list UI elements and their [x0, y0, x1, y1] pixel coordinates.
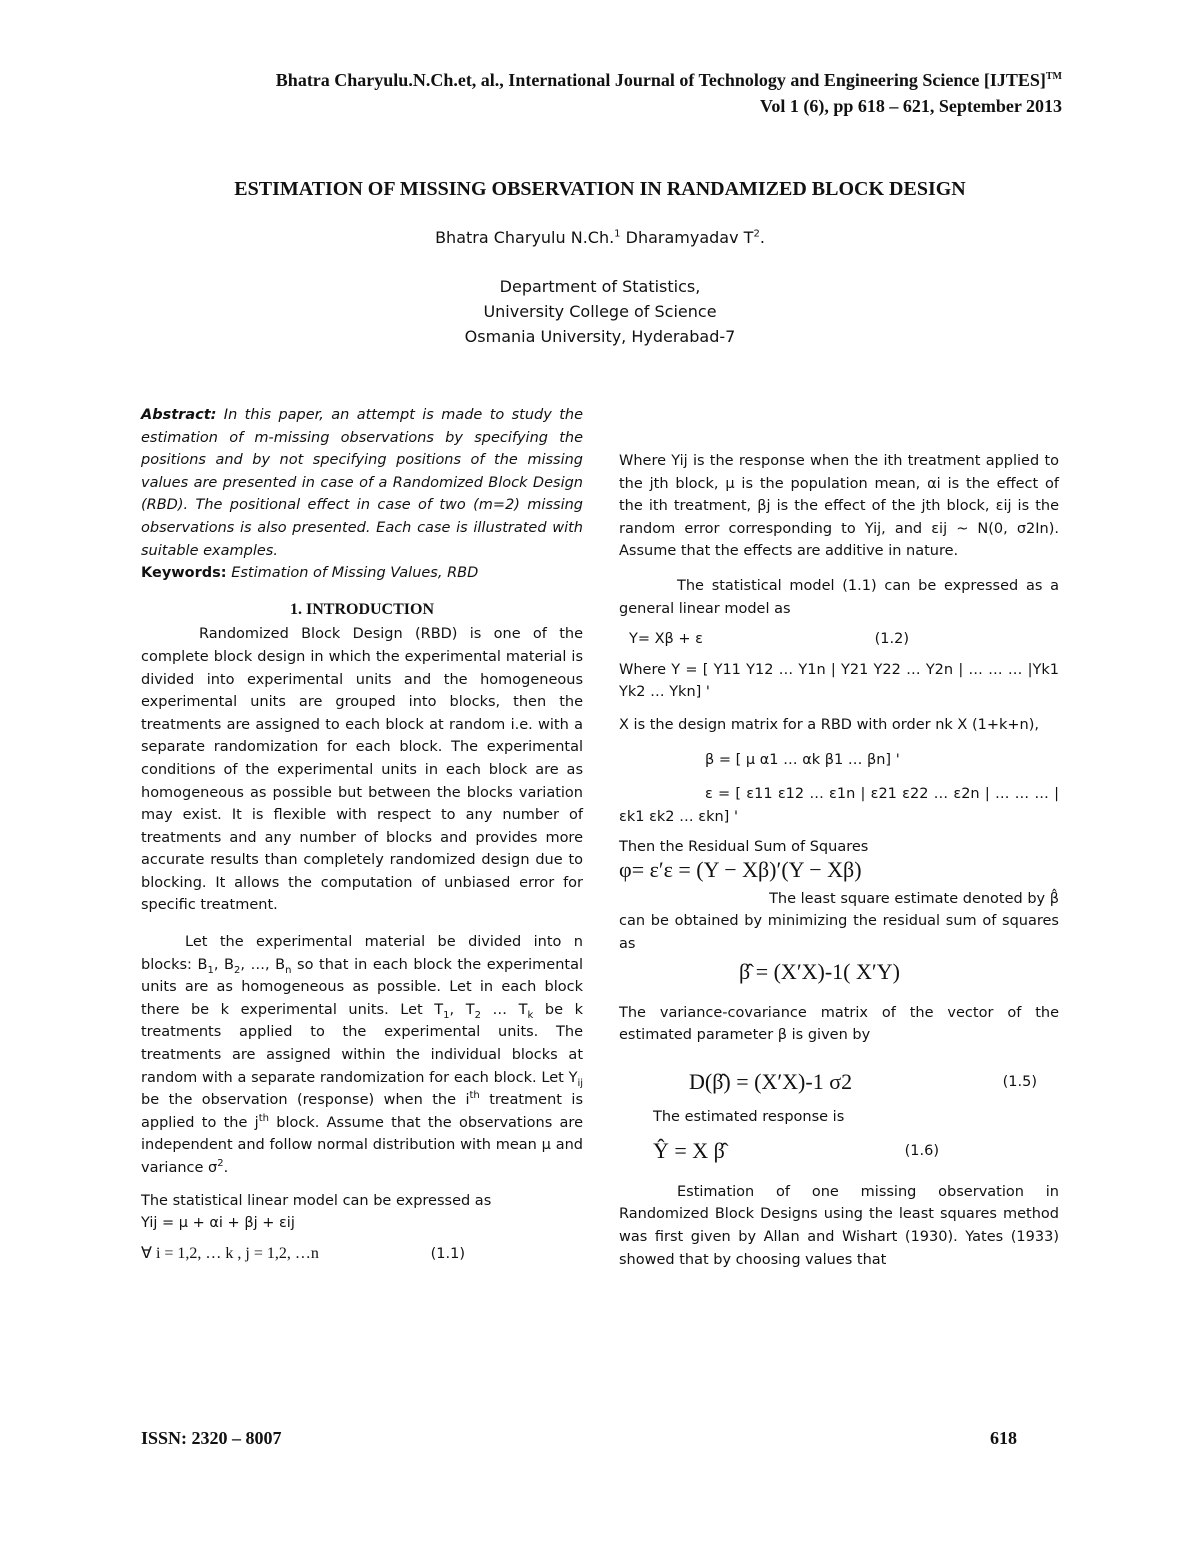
text-run: Let the experimental material be divided into n blocks: B — [141, 934, 583, 973]
author-line — [300, 228, 900, 247]
least-squares-paragraph: can be obtained by minimizing the residual sum of squares as — [619, 913, 1059, 952]
intro-paragraph-1: Randomized Block Design (RBD) is one of the complete block design in which the experimental material is divided into experimental units and the homogeneous experimental units are grouped into blocks, then the treatments are assigned to each block at random i.e. with a separate randomization for each block. The experimental conditions of the experimental units in each block are as homogeneous as possible but between the blocks variation may exist. It is flexible with respect to any number of treatments and any number of blocks and provides more accurate results than completely randomized design due to blocking. It allows the computation of unbiased error for specific treatment. — [141, 626, 583, 914]
variance-covariance-paragraph: The variance-covariance matrix of the vector of the estimated parameter β is given by — [619, 1004, 1059, 1044]
index-range: ∀ i = 1,2, … k , j = 1,2, …n — [141, 1244, 319, 1262]
paper-title: ESTIMATION OF MISSING OBSERVATION IN RANDAMIZED BLOCK DESIGN — [234, 178, 966, 200]
subscript: n — [285, 964, 292, 976]
subscript: 1 — [207, 964, 214, 976]
y-vector-definition: Where Y = [ Y11 Y12 … Y1n | Y21 Y22 … Y2n | … … … |Yk1 Yk2 … Ykn] ' — [619, 661, 1059, 701]
subscript: 2 — [233, 964, 241, 976]
glm-equation: Y= Xβ + ε — [629, 631, 704, 648]
author-line-end: . — [759, 228, 765, 247]
estimated-response-intro: The estimated response is — [653, 1108, 845, 1125]
abstract — [141, 404, 583, 562]
author-2-affiliation-mark: 2 — [753, 228, 760, 240]
page-number: 618 — [990, 1428, 1017, 1448]
author-1-affiliation-mark: 1 — [614, 228, 621, 240]
text-run: treatment is applied to the j — [141, 1092, 583, 1131]
text-run: , …, B — [240, 956, 286, 973]
text-run: . — [223, 1160, 229, 1176]
author-1: Bhatra Charyulu N.Ch. — [435, 228, 615, 247]
superscript: th — [258, 1112, 269, 1124]
subscript: ij — [577, 1077, 583, 1089]
missing-observation-paragraph: Estimation of one missing observation in Randomized Block Designs using the least squares method was first given by Allan and Wishart (1930). Yates (1933) showed that by choosing values that — [619, 1183, 1059, 1268]
least-squares-intro: The least square estimate denoted by β̂ — [769, 890, 1059, 907]
left-column — [141, 404, 583, 1265]
superscript: 2 — [217, 1158, 224, 1170]
text-run: block. Assume that the observations are independent and follow normal distribution with mean μ and variance σ — [141, 1114, 583, 1176]
glm-intro: The statistical model (1.1) can be expressed as a general linear model as — [619, 577, 1059, 617]
text-run: , T — [449, 1001, 475, 1018]
equation-number: (1.2) — [874, 631, 909, 648]
affiliation-department: Department of Statistics, — [499, 277, 701, 296]
volume-line: Vol 1 (6), pp 618 – 621, September 2013 — [759, 96, 1062, 116]
issn: ISSN: 2320 – 8007 — [141, 1428, 282, 1448]
abstract-text: In this paper, an attempt is made to study the estimation of m-missing observations by specifying the positions and by not specifying positions of the missing values are presented in case of a Randomized Block Design (RBD). The positional effect in case of two (m=2) missing observations is also presented. Each case is illustrated with suitable examples. — [141, 407, 583, 559]
intro-paragraph-2 — [141, 931, 583, 1180]
least-squares-equation: β̂ = (X′X)-1( X′Y) — [739, 959, 900, 985]
equation-1-2 — [619, 628, 1059, 651]
subscript: 2 — [474, 1009, 481, 1021]
model-intro: The statistical linear model can be expressed as — [141, 1192, 492, 1209]
text-run: … T — [480, 1001, 528, 1018]
text-run: , B — [213, 956, 234, 973]
subscript: 1 — [443, 1009, 450, 1021]
text-run: be the observation (response) when the i — [141, 1092, 470, 1109]
equation-1-6 — [619, 1140, 1059, 1163]
right-column — [619, 450, 1059, 1271]
rss-equation: φ= ε′ε = (Y − Xβ)′(Y − Xβ) — [619, 856, 862, 882]
author-2: Dharamyadav T — [620, 228, 754, 247]
equation-1-1 — [141, 1243, 583, 1266]
epsilon-vector: ε = [ ε11 ε12 … ε1n | ε21 ε22 … ε2n | … … … |εk1 εk2 … εkn] ' — [619, 786, 1059, 825]
abstract-label: Abstract: — [141, 407, 217, 423]
journal-citation: Bhatra Charyulu.N.Ch.et, al., International Journal of Technology and Engineering Science [IJTES] — [275, 70, 1046, 90]
affiliation-university: Osmania University, Hyderabad-7 — [464, 327, 736, 346]
keywords-text: Estimation of Missing Values, RBD — [226, 565, 479, 582]
equation-number: (1.5) — [1002, 1074, 1037, 1091]
affiliation-college: University College of Science — [483, 302, 717, 321]
equation-number: (1.6) — [904, 1143, 939, 1160]
subscript: k — [527, 1009, 534, 1021]
text-run: be k treatments applied to the experimental units. The treatments are assigned within the individual blocks at random with a separate randomization for each block. Let Y — [141, 1001, 584, 1086]
journal-header-line — [150, 70, 1062, 91]
model-terms-paragraph: Where Yij is the response when the ith treatment applied to the jth block, μ is the population mean, αi is the effect of the ith treatment, βj is the effect of the jth block, εij is the random error corresponding to Yij, and εij ~ N(0, σ2In). Assume that the effects are additive in nature. — [619, 453, 1059, 560]
keywords — [141, 562, 583, 585]
beta-vector: β = [ μ α1 … αk β1 … βn] ' — [705, 751, 900, 768]
trademark-mark: TM — [1045, 71, 1062, 82]
equation-number: (1.1) — [430, 1245, 465, 1262]
design-matrix-definition: X is the design matrix for a RBD with order nk X (1+k+n), — [619, 716, 1039, 733]
variance-equation: D(β̂) = (X′X)-1 σ2 — [689, 1069, 853, 1095]
section-heading-introduction: 1. INTRODUCTION — [289, 600, 434, 618]
estimated-response-equation: Ŷ = X β̂ — [653, 1138, 725, 1164]
model-equation: Yij = μ + αi + βj + εij — [141, 1215, 295, 1232]
superscript: th — [469, 1090, 480, 1102]
keywords-label: Keywords: — [141, 565, 227, 582]
rss-intro: Then the Residual Sum of Squares — [619, 839, 869, 856]
equation-1-5 — [619, 1071, 1059, 1094]
text-run: so that in each block the experimental units are as homogeneous as possible. Let in each block there be k experimental units. Let T — [141, 956, 583, 1018]
